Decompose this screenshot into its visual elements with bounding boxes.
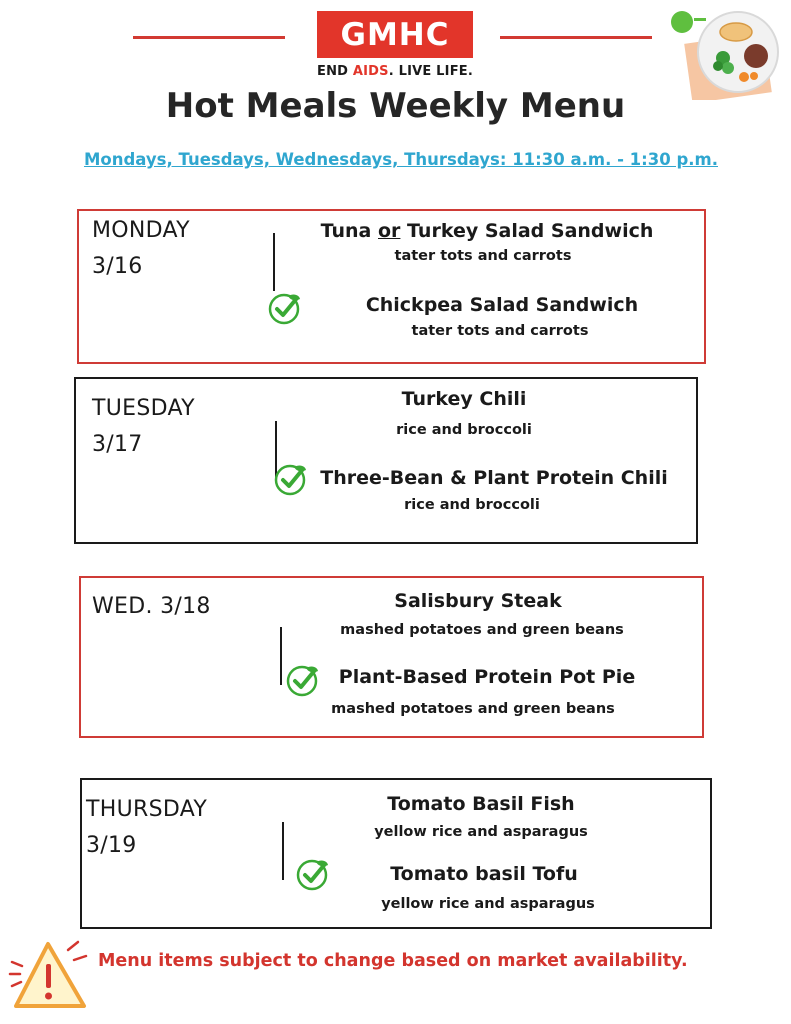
veg-dish: Chickpea Salad Sandwich xyxy=(365,294,639,316)
day-label-tuesday xyxy=(92,391,195,463)
day-name: TUESDAY xyxy=(92,396,195,421)
main-dish: Turkey Chili xyxy=(401,388,527,410)
day-date: 3/16 xyxy=(92,254,143,279)
veg-side: mashed potatoes and green beans xyxy=(331,701,615,717)
veg-dish: Three-Bean & Plant Protein Chili xyxy=(320,467,668,489)
tagline-aids: AIDS xyxy=(352,64,389,79)
header-rule-right xyxy=(500,36,652,39)
veg-side: tater tots and carrots xyxy=(411,323,589,339)
veg-side: yellow rice and asparagus xyxy=(381,896,595,912)
main-side: yellow rice and asparagus xyxy=(374,824,588,840)
day-label-monday xyxy=(92,213,190,285)
main-dish: Tuna or Turkey Salad Sandwich xyxy=(320,220,654,242)
tagline-pre: END xyxy=(316,64,353,79)
day-date: 3/19 xyxy=(86,833,137,858)
day-label-wednesday xyxy=(92,589,211,625)
header-rule-left xyxy=(133,36,285,39)
day-name: MONDAY xyxy=(92,218,190,243)
day-date: 3/17 xyxy=(92,432,143,457)
or-underlined: or xyxy=(378,220,401,242)
leaf-check-icon xyxy=(268,291,302,325)
veg-dish: Plant-Based Protein Pot Pie xyxy=(338,666,636,688)
page-title: Hot Meals Weekly Menu xyxy=(165,86,626,126)
day-name: WED. 3/18 xyxy=(92,594,211,619)
main-side: rice and broccoli xyxy=(396,422,532,438)
day-label-thursday xyxy=(86,792,207,864)
availability-notice: Menu items subject to change based on market availability. xyxy=(98,951,688,971)
main-dish: Tomato Basil Fish xyxy=(387,793,575,815)
veg-dish: Tomato basil Tofu xyxy=(390,863,578,885)
main-dish: Salisbury Steak xyxy=(394,590,562,612)
day-name: THURSDAY xyxy=(86,797,208,822)
main-side: tater tots and carrots xyxy=(394,248,572,264)
veg-side: rice and broccoli xyxy=(404,497,540,513)
logo-text: GMHC xyxy=(340,16,450,53)
divider-line xyxy=(273,233,275,291)
tagline-post: . LIVE LIFE. xyxy=(388,64,474,79)
warning-icon xyxy=(8,934,92,1018)
service-hours: Mondays, Tuesdays, Wednesdays, Thursdays: 11:30 a.m. - 1:30 p.m. xyxy=(83,150,718,169)
main-side: mashed potatoes and green beans xyxy=(340,622,624,638)
tagline xyxy=(300,64,490,79)
gmhc-logo xyxy=(317,11,473,58)
